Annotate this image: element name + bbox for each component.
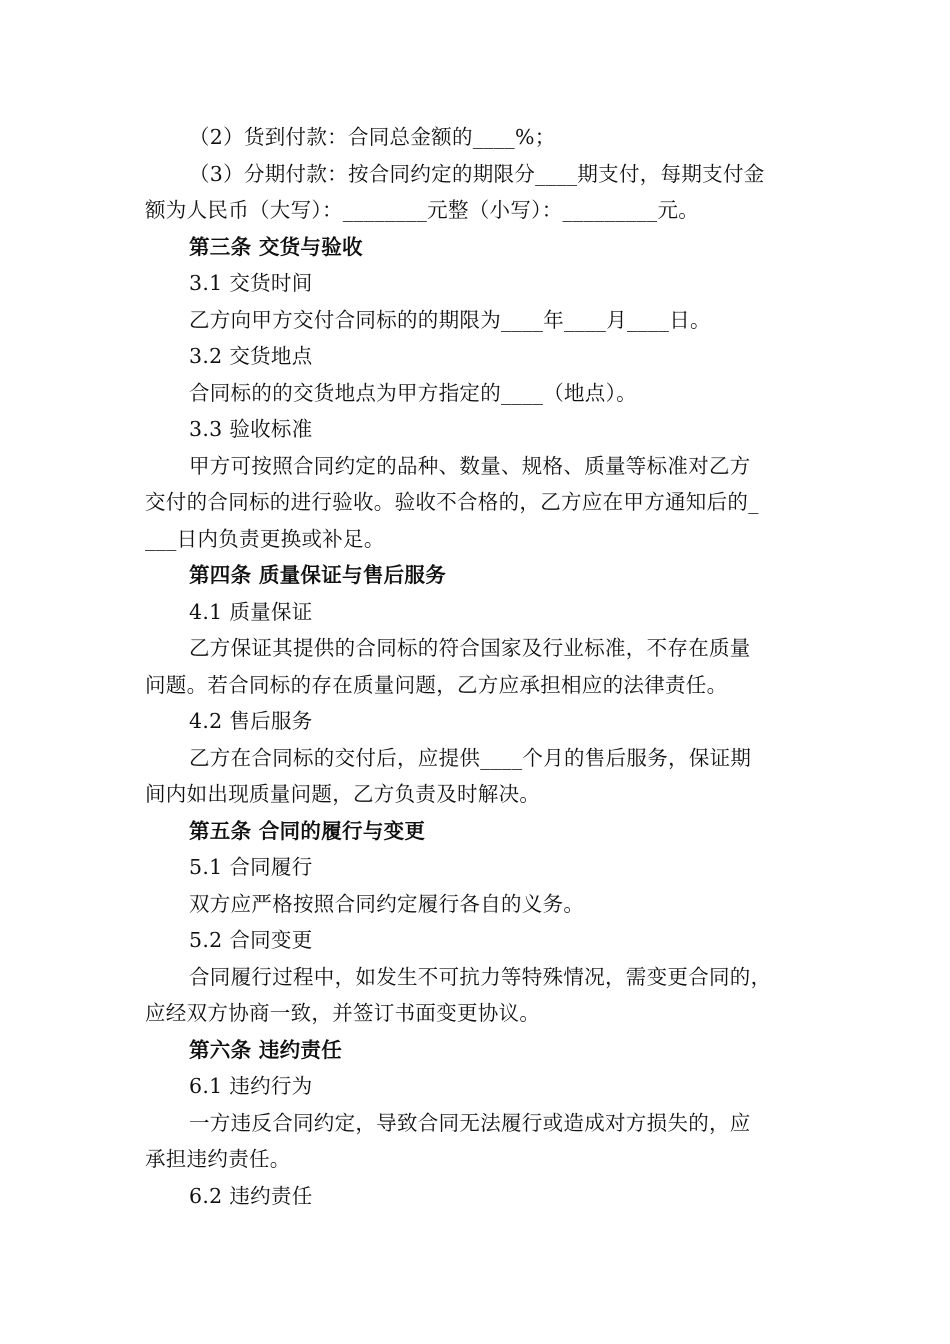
section-heading: 第五条 合同的履行与变更 [189,818,426,843]
document-body [145,119,807,1214]
text-line: 4.1 质量保证 [189,599,313,624]
text-line: 乙方向甲方交付合同标的的期限为____年____月____日。 [189,307,711,332]
text-line: 间内如出现质量问题，乙方负责及时解决。 [145,782,541,806]
text-line: 3.3 验收标准 [189,417,313,441]
text-line: 5.1 合同履行 [189,855,313,879]
section-heading: 第六条 违约责任 [189,1037,343,1062]
text-line: 交付的合同标的进行验收。验收不合格的，乙方应在甲方通知后的_ [145,490,759,514]
text-line: 甲方可按照合同约定的品种、数量、规格、质量等标准对乙方 [189,453,751,478]
text-line: 合同履行过程中，如发生不可抗力等特殊情况，需变更合同的， [189,964,772,989]
text-line: 合同标的的交货地点为甲方指定的____（地点）。 [189,380,637,405]
text-line: 应经双方协商一致，并签订书面变更协议。 [145,1001,541,1025]
text-line: 一方违反合同约定，导致合同无法履行或造成对方损失的，应 [189,1110,751,1135]
text-line: （3）分期付款：按合同约定的期限分____期支付，每期支付金 [189,161,765,186]
text-line: 6.1 违约行为 [189,1074,313,1098]
text-line: 额为人民币（大写）：________元整（小写）：_________元。 [145,198,700,222]
section-heading: 第四条 质量保证与售后服务 [189,563,447,587]
text-line: 4.2 售后服务 [189,709,313,733]
text-line: 问题。若合同标的存在质量问题，乙方应承担相应的法律责任。 [145,672,728,697]
section-heading: 第三条 交货与验收 [189,234,363,259]
text-line: 双方应严格按照合同约定履行各自的义务。 [189,891,585,916]
text-line: ___日内负责更换或补足。 [145,526,385,551]
text-line: 6.2 违约责任 [189,1183,313,1208]
text-line: 3.1 交货时间 [189,271,313,295]
text-line: （2）货到付款：合同总金额的____%； [189,125,556,149]
text-line: 乙方保证其提供的合同标的符合国家及行业标准，不存在质量 [189,636,751,660]
text-line: 5.2 合同变更 [189,928,313,952]
text-line: 3.2 交货地点 [189,344,313,368]
text-line: 乙方在合同标的交付后，应提供____个月的售后服务，保证期 [189,745,752,770]
text-line: 承担违约责任。 [145,1147,291,1171]
